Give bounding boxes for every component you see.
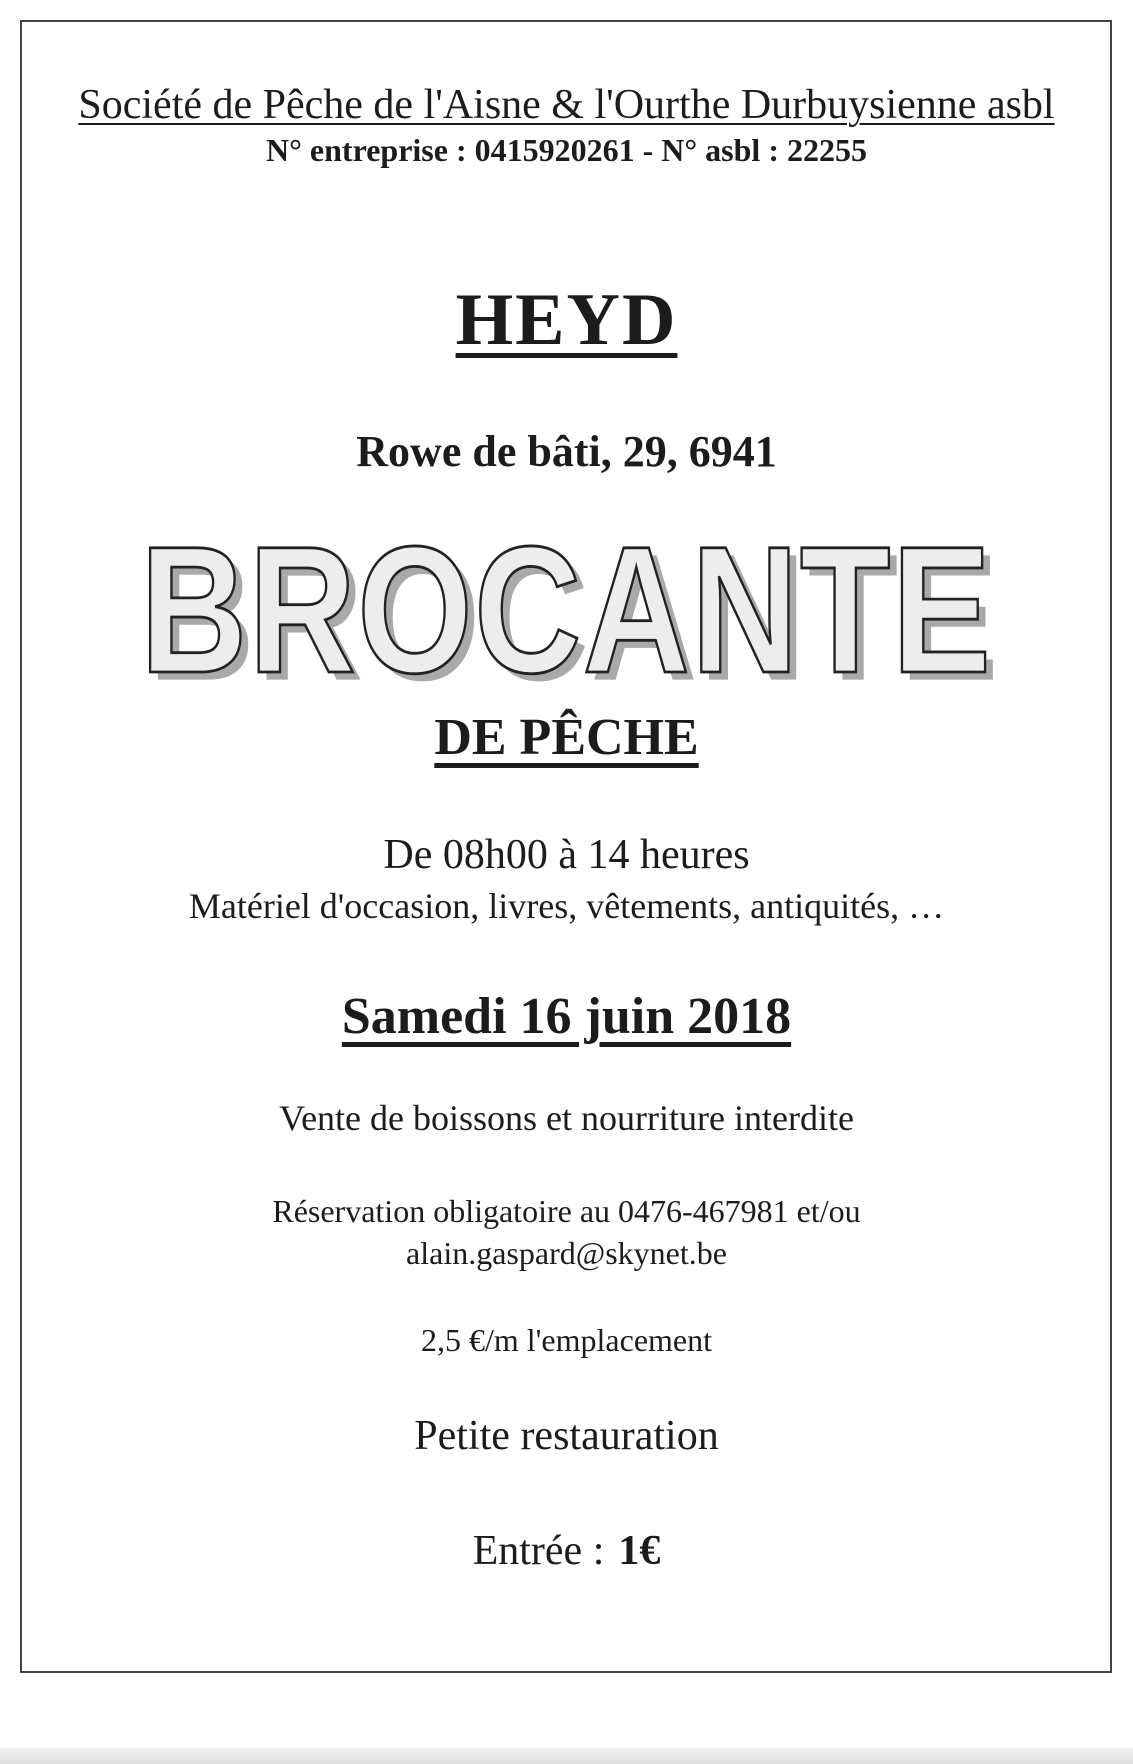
sales-rule: Vente de boissons et nourriture interdite	[279, 1098, 854, 1138]
date-line	[0, 988, 1133, 1045]
organization-name: Société de Pêche de l'Aisne & l'Ourthe Durbuysienne asbl	[78, 82, 1055, 128]
town-heading	[0, 279, 1133, 361]
contact-email: alain.gaspard@skynet.be	[406, 1235, 727, 1271]
title-block	[0, 509, 1133, 711]
subtitle-line	[0, 709, 1133, 766]
entry-fee	[0, 1530, 1133, 1572]
town-name: HEYD	[455, 279, 678, 361]
event-address: Rowe de bâti, 29, 6941	[356, 427, 777, 476]
event-date: Samedi 16 juin 2018	[341, 988, 792, 1045]
reservation-info: Réservation obligatoire au 0476-467981 et/ou	[272, 1193, 861, 1229]
food-info: Petite restauration	[414, 1413, 719, 1459]
entry-label: Entrée :	[472, 1528, 605, 1574]
event-hours: De 08h00 à 14 heures	[383, 832, 750, 878]
entry-price: 1€	[618, 1528, 661, 1574]
pitch-price: 2,5 €/m l'emplacement	[420, 1322, 712, 1358]
scan-edge	[0, 1748, 1133, 1764]
registration-numbers: N° entreprise : 0415920261 - N° asbl : 22255	[266, 132, 867, 168]
event-title: BROCANTE	[140, 509, 993, 711]
event-subtitle: DE PÊCHE	[434, 709, 699, 766]
items-for-sale: Matériel d'occasion, livres, vêtements, antiquités, …	[188, 886, 945, 926]
